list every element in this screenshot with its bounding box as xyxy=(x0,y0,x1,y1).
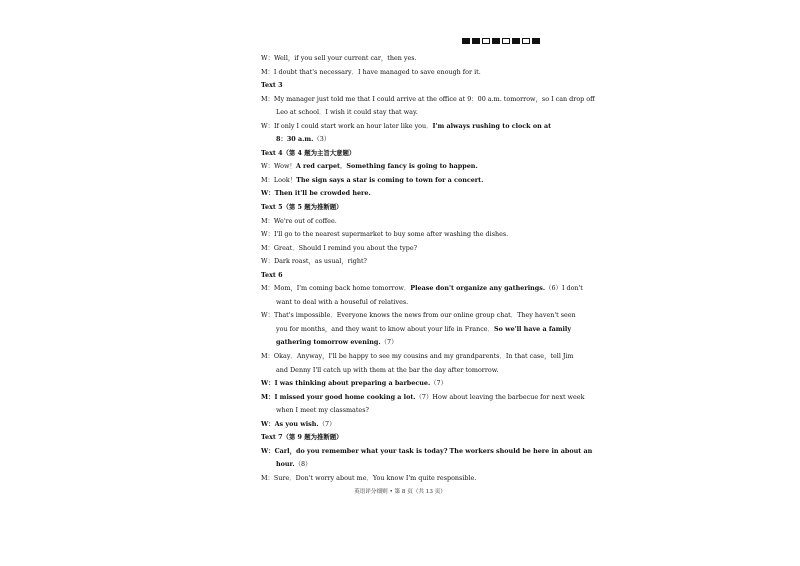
transcript-line xyxy=(261,309,576,323)
transcript-line xyxy=(261,174,543,188)
transcript-line xyxy=(261,269,543,283)
line-text: As you wish. xyxy=(274,419,319,428)
transcript-line xyxy=(261,323,572,337)
line-text: Please don't organize any gatherings. xyxy=(410,284,546,293)
line-text: Text 3 xyxy=(261,81,283,90)
line-text: （7） xyxy=(430,379,448,388)
transcript-line xyxy=(261,79,543,93)
line-text: Text 5（第 5 题为推断题） xyxy=(261,203,343,212)
marker-square xyxy=(492,38,500,44)
transcript-line xyxy=(261,418,543,432)
transcript-line xyxy=(261,282,583,296)
line-text: M：Sure．Don't worry about me．You know I'm quite responsible. xyxy=(261,473,477,482)
line-text: W： xyxy=(261,379,275,388)
transcript-line xyxy=(261,93,595,107)
line-text: Text 4（第 4 题为主旨大意题） xyxy=(261,148,356,157)
transcript-line xyxy=(261,160,543,174)
page-footer: 英语评分细则 • 第 8 页（共 13 页） xyxy=(354,489,446,495)
marker-square xyxy=(462,38,470,44)
line-text: and Denny I'll catch up with them at the bar the day after tomorrow. xyxy=(276,365,499,374)
line-text: Leo at school．I wish it could stay that way. xyxy=(276,108,418,117)
line-text: M：I doubt that's necessary．I have managed to save enough for it. xyxy=(261,67,481,76)
line-text: when I meet my classmates? xyxy=(276,406,369,415)
line-text: M：My manager just told me that I could arrive at the office at 9：00 a.m. tomorrow，so I can drop off xyxy=(261,94,595,103)
line-text: M：Great．Should I remind you about the type? xyxy=(261,243,418,252)
line-text: W： xyxy=(261,419,275,428)
line-text: M：Okay．Anyway，I'll be happy to see my cousins and my grandparents．In that case，tell Jim xyxy=(261,352,574,361)
line-text: A red carpet．Something fancy is going to happen. xyxy=(295,162,478,171)
line-text: （7） xyxy=(318,419,336,428)
line-text: I missed your good home cooking a lot. xyxy=(274,392,416,401)
transcript-line xyxy=(261,445,593,459)
transcript-line xyxy=(261,391,585,405)
line-text: W：That's impossible．Everyone knows the news from our online group chat．They haven't seen xyxy=(261,311,576,320)
line-text: M： xyxy=(261,392,275,401)
line-text: W：Dark roast，as usual，right? xyxy=(261,257,367,266)
line-text: W：Wow！ xyxy=(261,162,296,171)
transcript-line xyxy=(261,296,543,310)
transcript-content xyxy=(261,52,595,486)
transcript-line xyxy=(261,228,543,242)
marker-square xyxy=(502,38,510,44)
transcript-line xyxy=(261,52,543,66)
line-text: M：Look！ xyxy=(261,175,297,184)
line-text: （3） xyxy=(313,135,331,144)
transcript-line xyxy=(261,242,543,256)
transcript-line xyxy=(261,120,552,134)
marker-square xyxy=(482,38,490,44)
transcript-line xyxy=(261,147,543,161)
transcript-line xyxy=(261,201,543,215)
line-text: Text 7（第 9 题为推断题） xyxy=(261,433,343,442)
transcript-line xyxy=(261,255,543,269)
transcript-line xyxy=(261,215,543,229)
marker-square xyxy=(522,38,530,44)
line-text: W：Well，if you sell your current car，then yes. xyxy=(261,54,417,62)
line-text: Text 6 xyxy=(261,270,283,279)
line-text: gathering tomorrow evening. xyxy=(276,338,381,347)
line-text: W：If only I could start work an hour later like you． xyxy=(261,121,433,130)
line-text: W：Carl，do you remember what your task is today? xyxy=(261,446,448,455)
line-text: So we'll have a family xyxy=(493,324,572,333)
transcript-line xyxy=(261,431,543,445)
transcript-line xyxy=(261,336,543,350)
line-text: hour. xyxy=(276,460,295,469)
transcript-line xyxy=(261,106,543,120)
line-text: you for months，and they want to know about your life in France． xyxy=(276,324,494,333)
transcript-line xyxy=(261,133,543,147)
transcript-line xyxy=(261,377,543,391)
transcript-line xyxy=(261,187,543,201)
transcript-line xyxy=(261,364,543,378)
line-text: The sign says a star is coming to town for a concert. xyxy=(296,175,484,184)
transcript-line xyxy=(261,404,543,418)
line-text: W：I'll go to the nearest supermarket to buy some after washing the dishes. xyxy=(261,230,509,239)
line-text: The workers should be here in about an xyxy=(449,446,593,455)
line-text: （7）How about leaving the barbecue for next week xyxy=(415,392,585,401)
line-text: M：Mom，I'm coming back home tomorrow． xyxy=(261,284,411,293)
line-text: I'm always rushing to clock on at xyxy=(432,121,552,130)
marker-square xyxy=(532,38,540,44)
line-text: （8） xyxy=(294,460,312,469)
transcript-line xyxy=(261,350,574,364)
transcript-line xyxy=(261,458,543,472)
marker-square xyxy=(512,38,520,44)
line-text: M：We're out of coffee. xyxy=(261,216,337,225)
line-text: （6）I don't xyxy=(545,284,583,293)
marker-square xyxy=(472,38,480,44)
page-marker xyxy=(462,38,540,44)
line-text: （7） xyxy=(380,338,398,347)
line-text: want to deal with a houseful of relatives. xyxy=(276,297,409,306)
line-text: 8：30 a.m. xyxy=(276,135,314,144)
line-text: I was thinking about preparing a barbecue. xyxy=(274,379,431,388)
transcript-line xyxy=(261,472,543,486)
line-text: W：Then it'll be crowded here. xyxy=(261,189,371,198)
transcript-line xyxy=(261,66,543,80)
